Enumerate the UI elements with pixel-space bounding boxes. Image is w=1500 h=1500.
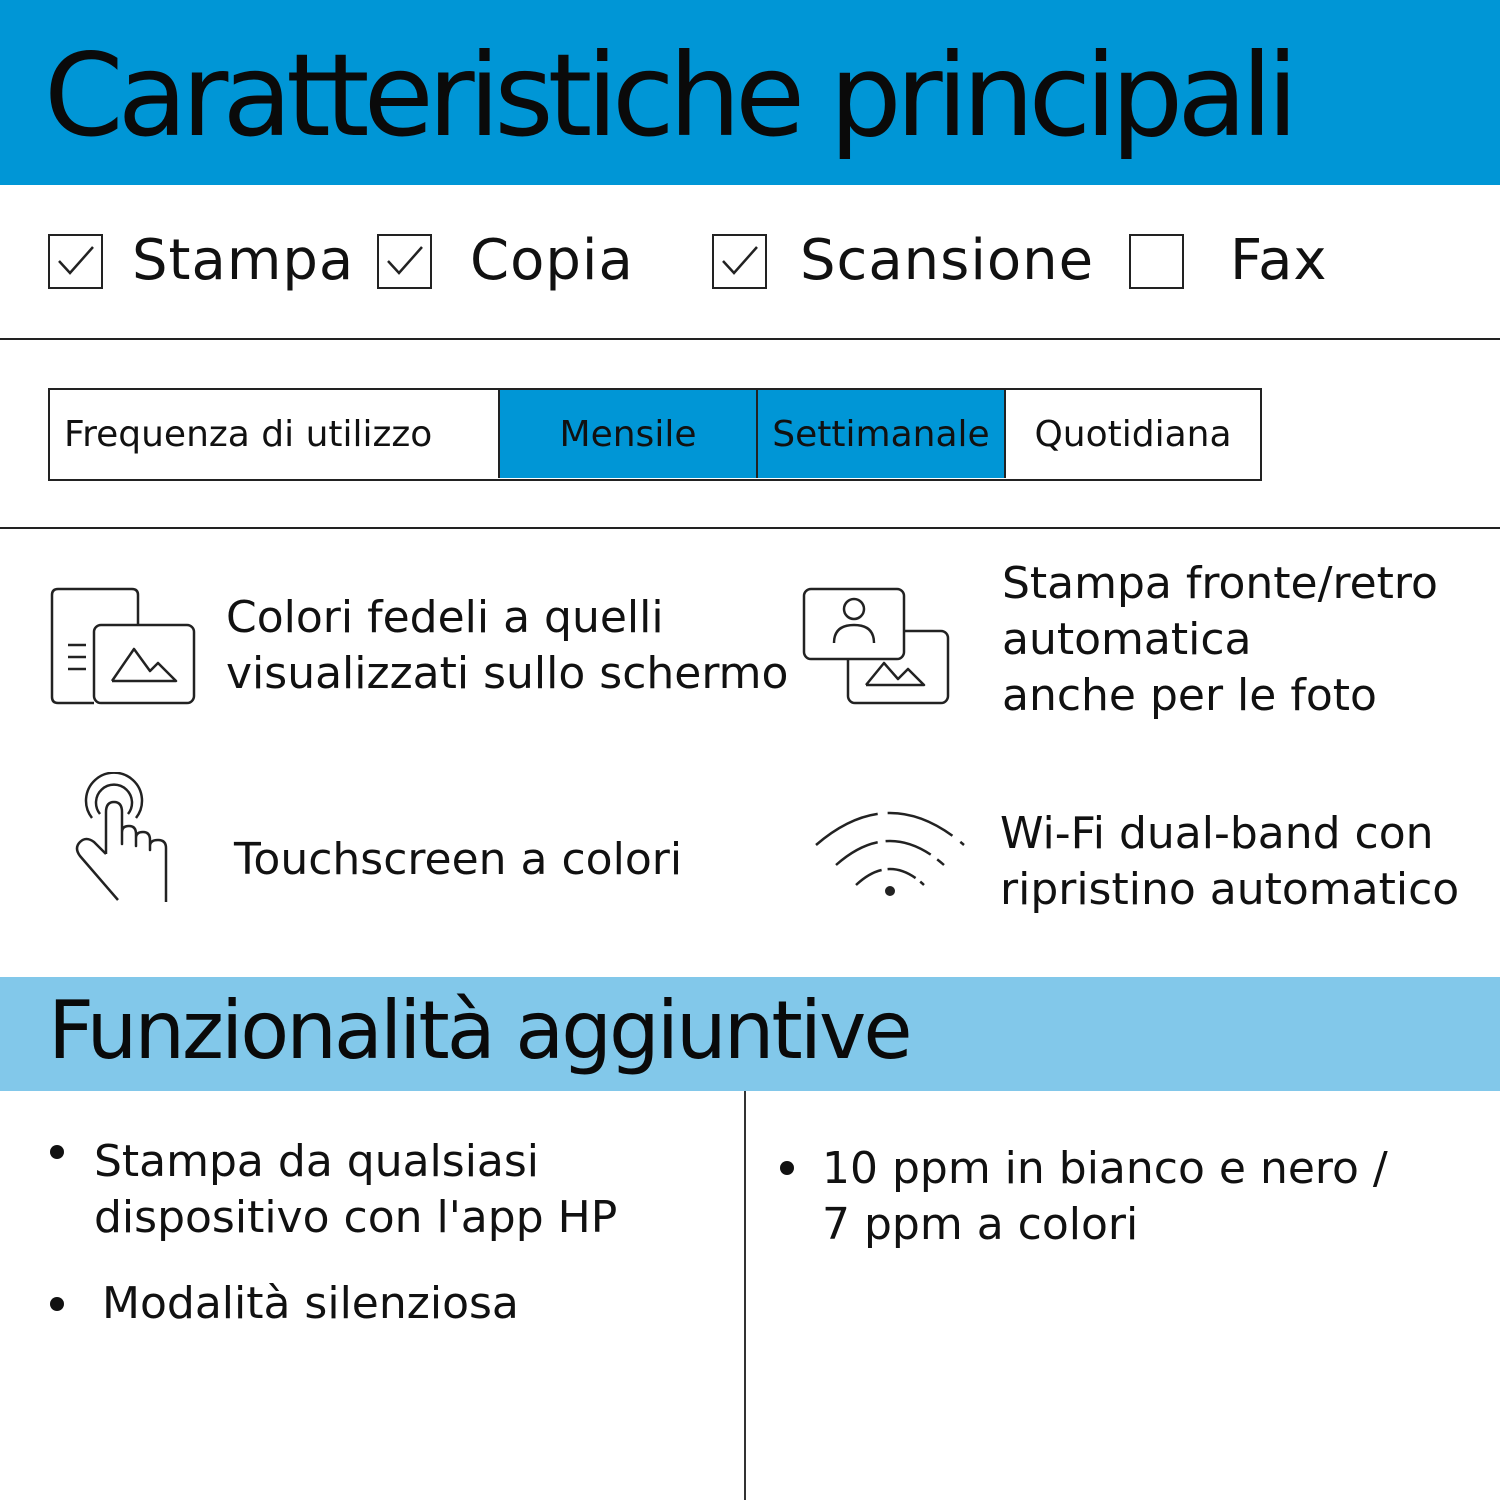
usage-option-mensile: Mensile — [498, 390, 756, 478]
bullet-icon — [50, 1297, 64, 1311]
bullet-icon — [50, 1145, 64, 1159]
check-icon — [720, 244, 760, 278]
scansione-label: Scansione — [800, 228, 1095, 293]
check-icon — [56, 244, 96, 278]
additional-features-banner — [0, 977, 1500, 1091]
photo-document-icon — [48, 585, 198, 707]
divider — [0, 527, 1500, 529]
touch-hand-icon — [70, 772, 174, 906]
check-icon — [385, 244, 425, 278]
stampa-label: Stampa — [132, 228, 355, 293]
usage-frequency-table — [48, 388, 1262, 481]
usage-option-quotidiana: Quotidiana — [1034, 413, 1232, 455]
column-divider — [744, 1091, 746, 1500]
fax-label: Fax — [1230, 228, 1328, 293]
list-item: Modalità silenziosa — [102, 1278, 519, 1329]
list-item: 10 ppm in bianco e nero / 7 ppm a colori — [822, 1143, 1388, 1250]
functions-row — [0, 185, 1500, 339]
bullet-icon — [780, 1161, 794, 1175]
list-item: Stampa da qualsiasi dispositivo con l'app HP — [94, 1136, 618, 1243]
page-title: Caratteristiche principali — [44, 29, 1293, 162]
usage-option-settimanale: Settimanale — [756, 390, 1006, 478]
fax-checkbox[interactable] — [1129, 234, 1184, 289]
main-header-banner — [0, 0, 1500, 185]
scansione-checkbox[interactable] — [712, 234, 767, 289]
copia-label: Copia — [470, 228, 634, 293]
wifi-icon — [812, 805, 968, 901]
feature-duplex-text: Stampa fronte/retro automatica anche per le foto — [1002, 558, 1438, 721]
stampa-checkbox[interactable] — [48, 234, 103, 289]
duplex-photo-icon — [800, 585, 952, 707]
divider — [0, 338, 1500, 340]
feature-touchscreen-text: Touchscreen a colori — [234, 834, 683, 885]
feature-wifi-text: Wi-Fi dual-band con ripristino automatico — [1000, 808, 1460, 915]
additional-features-title: Funzionalità aggiuntive — [48, 984, 910, 1077]
usage-frequency-label: Frequenza di utilizzo — [64, 413, 433, 455]
copia-checkbox[interactable] — [377, 234, 432, 289]
feature-colors-text: Colori fedeli a quelli visualizzati sullo schermo — [226, 592, 789, 699]
